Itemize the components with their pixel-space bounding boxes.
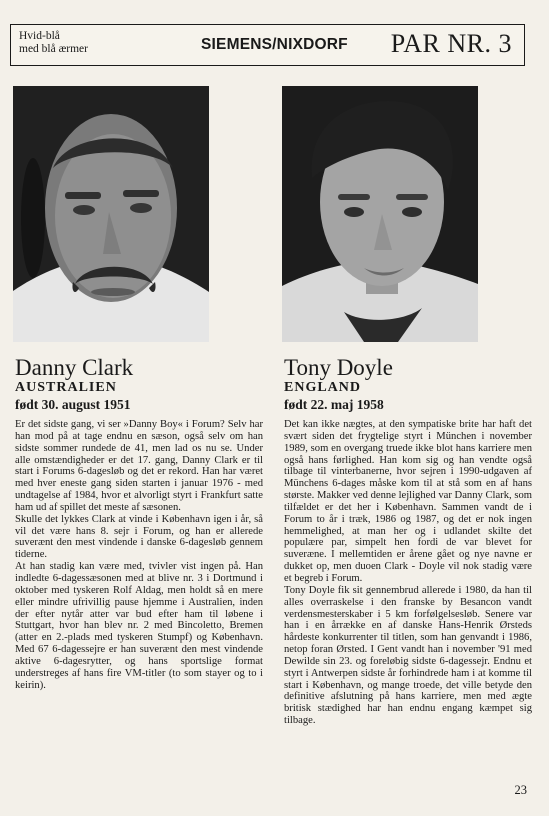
pair-number: PAR NR. 3 — [390, 29, 512, 58]
rider-birthdate: født 22. maj 1958 — [284, 397, 384, 412]
page-number: 23 — [514, 783, 527, 797]
bio-paragraph: At han stadig kan være med, tvivler vist ingen på. Han indledte 6-dagessæsonen med at blive nr. 3 i Dortmund i oktober med tyskeren Rolf Aldag, men holdt så en mere eller mindre ufrivillig pause hjemme i Australien, inden der efter nytår atter var bud efter ham til løbene i Stuttgart, hvor han blev nr. 2 med Bincoletto, Bremen (atter en 2.-plads med tyskeren Stumpf) og København. Med 67 6-dagessejre er han suverænt den mest vindende aktive 6-dagesrytter, og hans sportslige format understreges af hans fire VM-titler (to som stayer og to i keirin). — [15, 561, 263, 691]
rider-name: Tony Doyle — [284, 355, 393, 380]
jersey-line-2: med blå ærmer — [19, 43, 88, 55]
jersey-line-1: Hvid-blå — [19, 30, 60, 42]
rider-country: ENGLAND — [284, 380, 362, 395]
jersey-description — [19, 30, 88, 56]
page-header — [10, 24, 525, 66]
bio-paragraph: Er det sidste gang, vi ser »Danny Boy« i Forum? Selv har han mod på at tage endnu en sæson, også selv om han sidste sommer rundede de 41, men lad os nu se. Under alle omstændigheder er det 17. gang, Danny Clark er til start i Forums 6-dagesløb og det er rekord. Han har været med hver eneste gang siden starten i januar 1976 - med undtagelse af 1984, hvor et alvorligt styrt i Frankfurt satte ham ud af spillet det meste af sæsonen. — [15, 419, 263, 513]
rider-birthdate: født 30. august 1951 — [15, 397, 131, 412]
bio-paragraph: Det kan ikke nægtes, at den sympatiske brite har haft det svært siden det frygtelige styrt i München i november 1989, som en overgang truede ikke blot hans karriere men også hans førlighed. Han kom sig og han vendte også tilbage til vinterbanerne, hvor sejren i 1990-udgaven af Münchens 6-dages måske kom til at stå som en af hans største. Makker ved denne lejlighed var Danny Clark, som tilfældet er det her i København. Sammen vandt de i Forum to år i træk, 1986 og 1987, og det er nok ingen hemmelighed, at man her og i udlandet skilte det populære par, simpelt hen fordi de var blevet for suveræne. I mellemtiden er årene gået og nye navne er dukket op, men duoen Clark - Doyle vil nok stadig være et begreb i Forum. — [284, 419, 532, 584]
rider-name: Danny Clark — [15, 355, 134, 380]
portrait-danny-clark — [13, 86, 209, 342]
rider-biography — [284, 419, 532, 727]
rider-biography — [15, 419, 263, 691]
bio-paragraph: Skulle det lykkes Clark at vinde i København igen i år, så vil det være hans 8. sejr i Forum, og han er allerede suverænt den mest vindende i danske 6-dagesløb gennem tiderne. — [15, 513, 263, 561]
team-name: SIEMENS/NIXDORF — [201, 36, 348, 53]
rider-profile-danny-clark — [15, 356, 263, 691]
rider-profile-tony-doyle — [284, 356, 532, 727]
rider-country: AUSTRALIEN — [15, 380, 117, 395]
bio-paragraph: Tony Doyle fik sit gennembrud allerede i 1980, da han til alles overraskelse i den franske by Besancon vandt verdensmesterskaber i 5 km forfølgelsesløb. Senere var han i en årrække en af danske Hans-Henrik Ørsteds hårdeste konkurrenter til titlen, som han genvandt i 1986, netop foran Ørsted. I Gent vandt han i november '91 med Dewilde sin 23. og foreløbig sidste 6-dagessejr. Endnu et styrt i Antwerpen sidste år forhindrede ham i at komme til start i København, og mange troede, det ville betyde den definitive afslutning på hans karriere, men med ægte britisk stædighed har han endnu engang kæmpet sig tilbage. — [284, 584, 532, 727]
portrait-tony-doyle — [282, 86, 478, 342]
